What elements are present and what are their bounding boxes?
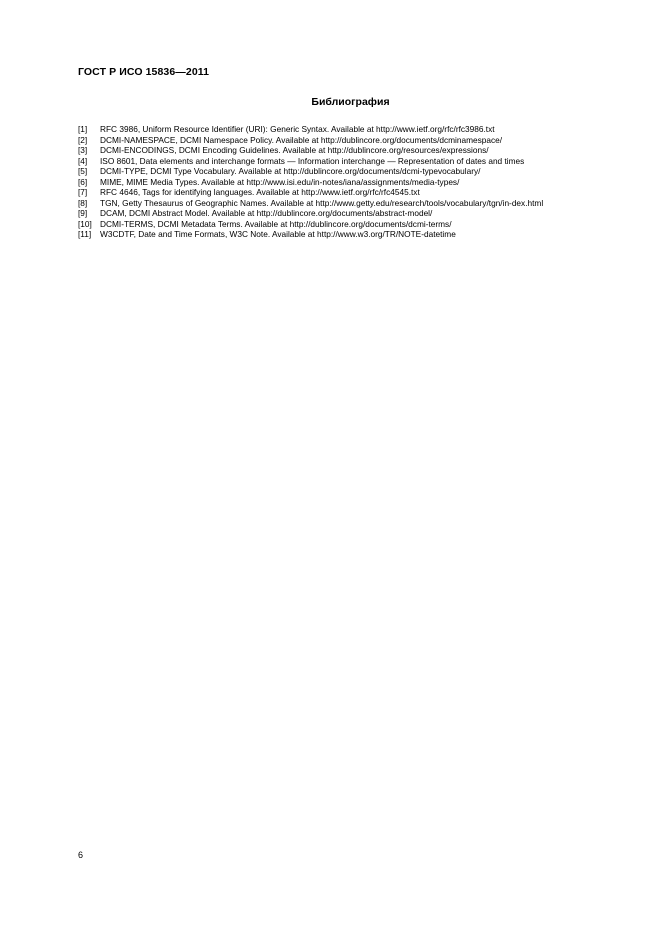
section-title: Библиография bbox=[311, 96, 390, 108]
entry-text: RFC 3986, Uniform Resource Identifier (URI): Generic Syntax. Available at http://www.ietf.org/rfc/rfc3986.txt bbox=[100, 124, 495, 134]
entry-text: ISO 8601, Data elements and interchange formats — Information interchange — Representation of dates and times bbox=[100, 155, 525, 166]
bibliography-entry bbox=[78, 208, 618, 219]
entry-text: DCMI-TYPE, DCMI Type Vocabulary. Available at http://dublincore.org/documents/dcmi-typevocabulary/ bbox=[100, 166, 481, 176]
entry-number: [4] bbox=[78, 155, 88, 166]
bibliography-entry bbox=[78, 177, 618, 188]
bibliography-entry bbox=[78, 229, 618, 240]
entry-text: TGN, Getty Thesaurus of Geographic Names. Available at http://www.getty.edu/research/tools/vocabulary/tgn/in-dex.html bbox=[100, 197, 544, 208]
entry-number: [7] bbox=[78, 187, 88, 197]
entry-text: MIME, MIME Media Types. Available at http://www.isi.edu/in-notes/iana/assignments/media-types/ bbox=[100, 176, 460, 187]
bibliography-entry bbox=[78, 124, 618, 135]
bibliography-entry bbox=[78, 187, 618, 198]
bibliography-entry bbox=[78, 156, 618, 167]
document-header-id: ГОСТ Р ИСО 15836—2011 bbox=[78, 66, 210, 78]
entry-number: [8] bbox=[78, 197, 88, 208]
entry-text: DCAM, DCMI Abstract Model. Available at http://dublincore.org/documents/abstract-model/ bbox=[100, 208, 433, 218]
entry-number: [3] bbox=[78, 145, 88, 155]
entry-number: [5] bbox=[78, 166, 88, 176]
entry-number: [1] bbox=[78, 124, 88, 134]
entry-number: [2] bbox=[78, 134, 88, 145]
entry-number: [11] bbox=[78, 229, 92, 239]
page-number: 6 bbox=[78, 850, 84, 860]
entry-text: DCMI-TERMS, DCMI Metadata Terms. Available at http://dublincore.org/documents/dcmi-terms/ bbox=[100, 218, 452, 229]
bibliography-entry bbox=[78, 198, 618, 209]
entry-text: RFC 4646, Tags for identifying languages. Available at http://www.ietf.org/rfc/rfc4545.txt bbox=[100, 187, 420, 197]
entry-text: W3CDTF, Date and Time Formats, W3C Note. Available at http://www.w3.org/TR/NOTE-datetime bbox=[100, 229, 456, 239]
entry-text: DCMI-ENCODINGS, DCMI Encoding Guidelines. Available at http://dublincore.org/resources/expressions/ bbox=[100, 145, 489, 155]
entry-number: [9] bbox=[78, 208, 88, 218]
entry-text: DCMI-NAMESPACE, DCMI Namespace Policy. Available at http://dublincore.org/documents/dcminamespace/ bbox=[100, 134, 503, 145]
entry-number: [6] bbox=[78, 176, 88, 187]
bibliography-list bbox=[78, 124, 618, 240]
bibliography-entry bbox=[78, 135, 618, 146]
bibliography-entry bbox=[78, 219, 618, 230]
entry-number: [10] bbox=[78, 218, 92, 229]
bibliography-entry bbox=[78, 166, 618, 177]
bibliography-entry bbox=[78, 145, 618, 156]
